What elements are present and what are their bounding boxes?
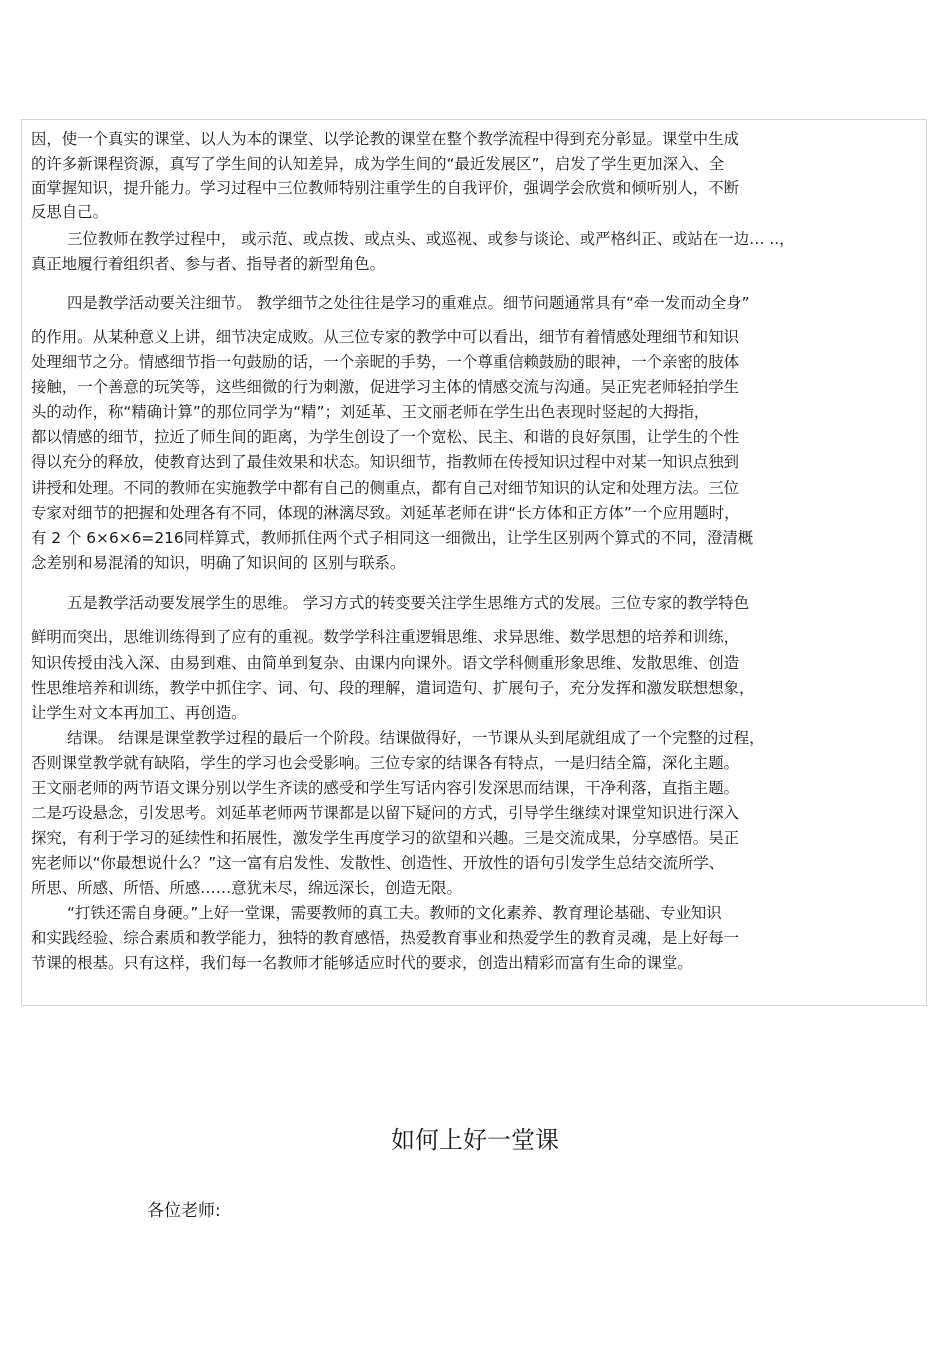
- text-line: 五是教学活动要发展学生的思维。 学习方式的转变要关注学生思维方式的发展。三位专家的教学特色: [67, 594, 750, 612]
- text-line: 四是教学活动要关注细节。 教学细节之处往往是学习的重难点。细节问题通常具有“牵一发而动全身”: [67, 294, 750, 312]
- text-line: 处理细节之分。情感细节指一句鼓励的话，一个亲昵的手势，一个尊重信赖鼓励的眼神，一个亲密的肢体: [31, 353, 739, 371]
- text-line: 宪老师以“你最想说什么？”这一富有启发性、发散性、创造性、开放性的语句引发学生总结交流所学、: [31, 854, 725, 872]
- text-line: 二是巧设悬念，引发思考。刘延革老师两节课都是以留下疑问的方式，引导学生继续对课堂知识进行深入: [31, 804, 739, 822]
- text-line: 反思自己。: [31, 203, 108, 221]
- text-line: 结课。 结课是课堂教学过程的最后一个阶段。结课做得好，一节课从头到尾就组成了一个完整的过程，: [67, 729, 765, 747]
- text-line: 有 2 个 6×6×6=216同样算式，教师抓住两个式子相同这一细微出，让学生区别两个算式的不同，澄清概: [31, 529, 754, 547]
- text-line: 因，使一个真实的课堂、以人为本的课堂、以学论教的课堂在整个教学流程中得到充分彰显。课堂中生成: [31, 130, 739, 148]
- text-line: 和实践经验、综合素质和教学能力，独特的教育感悟，热爱教育事业和热爱学生的教育灵魂，是上好每一: [31, 929, 739, 947]
- text-line: 让学生对文本再加工、再创造。: [31, 704, 247, 722]
- text-line: 面掌握知识，提升能力。学习过程中三位教师特别注重学生的自我评价，强调学会欣赏和倾听别人，不断: [31, 179, 739, 197]
- text-line: 三位教师在教学过程中， 或示范、或点拨、或点头、或巡视、或参与谈论、或严格纠正、或站在一边… ..，: [67, 230, 795, 248]
- text-line: 否则课堂教学就有缺陷，学生的学习也会受影响。三位专家的结课各有特点，一是归结全篇，深化主题。: [31, 754, 739, 772]
- text-line: 知识传授由浅入深、由易到难、由简单到复杂、由课内向课外。语文学科侧重形象思维、发散思维、创造: [31, 654, 739, 672]
- text-line: 鲜明而突出，思维训练得到了应有的重视。数学学科注重逻辑思维、求异思维、数学思想的培养和训练，: [31, 628, 739, 646]
- text-line: 真正地履行着组织者、参与者、指导者的新型角色。: [31, 255, 385, 273]
- text-line: 所思、所感、所悟、所感……意犹未尽，绵远深长，创造无限。: [31, 879, 462, 897]
- page-title: 如何上好一堂课: [391, 1126, 559, 1154]
- greeting: 各位老师:: [147, 1201, 221, 1221]
- text-line: 得以充分的释放，使教育达到了最佳效果和状态。知识细节，指教师在传授知识过程中对某一知识点独到: [31, 453, 739, 471]
- text-line: 王文丽老师的两节语文课分别以学生齐读的感受和学生写话内容引发深思而结课，干净利落，直指主题。: [31, 779, 739, 797]
- text-line: 节课的根基。只有这样，我们每一名教师才能够适应时代的要求，创造出精彩而富有生命的课堂。: [31, 954, 693, 972]
- text-line: 念差别和易混淆的知识，明确了知识间的 区别与联系。: [31, 554, 406, 572]
- text-line: 的作用。从某种意义上讲，细节决定成败。从三位专家的教学中可以看出，细节有着情感处理细节和知识: [31, 328, 739, 346]
- text-line: 专家对细节的把握和处理各有不同，体现的淋漓尽致。刘延革老师在讲“长方体和正方体”一个应用题时，: [31, 504, 740, 522]
- text-line: 的许多新课程资源，真写了学生间的认知差异，成为学生间的“最近发展区”，启发了学生更加深入、全: [31, 155, 725, 173]
- text-line: 讲授和处理。不同的教师在实施教学中都有自己的侧重点，都有自己对细节知识的认定和处理方法。三位: [31, 479, 739, 497]
- text-line: 探究，有利于学习的延续性和拓展性，激发学生再度学习的欲望和兴趣。三是交流成果，分享感悟。吴正: [31, 829, 739, 847]
- text-line: “打铁还需自身硬。”上好一堂课，需要教师的真工夫。教师的文化素养、教育理论基础、专业知识: [67, 904, 722, 922]
- text-line: 头的动作，称“精确计算”的那位同学为“精”；刘延革、王文丽老师在学生出色表现时竖起的大拇指，: [31, 403, 710, 421]
- text-line: 接触，一个善意的玩笑等，这些细微的行为刺激，促进学习主体的情感交流与沟通。吴正宪老师轻拍学生: [31, 378, 739, 396]
- text-line: 性思维培养和训练，教学中抓住字、词、句、段的理解，遣词造句、扩展句子，充分发挥和激发联想想象，: [31, 679, 755, 697]
- text-line: 都以情感的细节，拉近了师生间的距离，为学生创设了一个宽松、民主、和谐的良好氛围，让学生的个性: [31, 428, 739, 446]
